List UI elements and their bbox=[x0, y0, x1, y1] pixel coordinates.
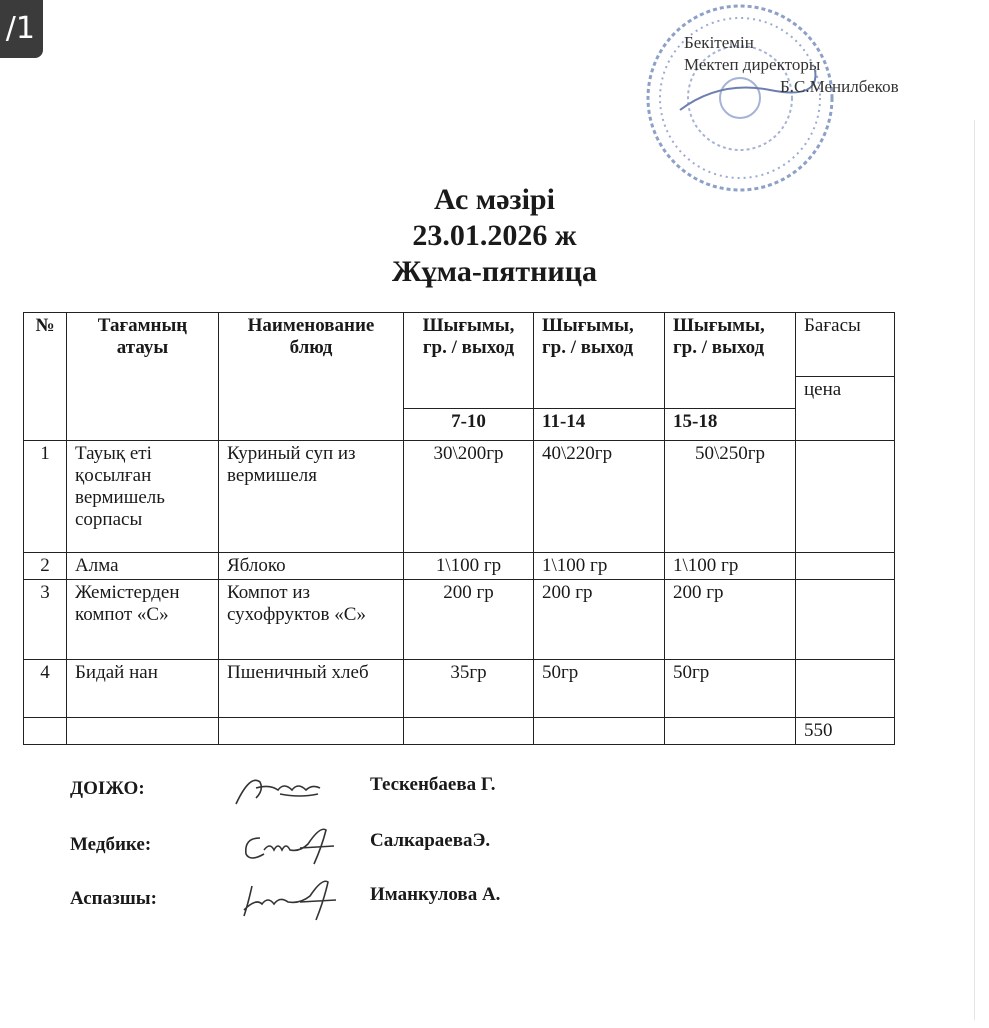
signature-role: Медбике: bbox=[70, 834, 152, 855]
header-output-3: Шығымы, гр. / выход bbox=[665, 313, 796, 409]
output-age-1: 30\200гр bbox=[404, 441, 534, 553]
header-output-1: Шығымы, гр. / выход bbox=[404, 313, 534, 409]
signature-name: Тескенбаева Г. bbox=[370, 774, 496, 795]
header-output-2: Шығымы, гр. / выход bbox=[534, 313, 665, 409]
header-price-kz: Бағасы bbox=[796, 313, 895, 377]
seal-stamp bbox=[640, 0, 840, 200]
empty-cell bbox=[24, 718, 67, 745]
row-number: 4 bbox=[24, 660, 67, 718]
output-age-3: 50\250гр bbox=[665, 441, 796, 553]
total-price: 550 bbox=[796, 718, 895, 745]
signature-role: Аспазшы: bbox=[70, 888, 157, 909]
output-age-2: 1\100 гр bbox=[534, 553, 665, 580]
dish-name-kz: Тауық еті қосылған вермишель сорпасы bbox=[67, 441, 219, 553]
handwritten-signature bbox=[230, 764, 370, 814]
dish-name-kz: Бидай нан bbox=[67, 660, 219, 718]
row-number: 1 bbox=[24, 441, 67, 553]
dish-name-kz: Жемістерден компот «С» bbox=[67, 580, 219, 660]
table-row bbox=[24, 580, 895, 660]
dish-price bbox=[796, 580, 895, 660]
row-number: 2 bbox=[24, 553, 67, 580]
dish-price bbox=[796, 553, 895, 580]
table-row bbox=[24, 660, 895, 718]
signature-row bbox=[70, 826, 670, 876]
empty-cell bbox=[665, 718, 796, 745]
title-block bbox=[0, 182, 989, 290]
table-row bbox=[24, 441, 895, 553]
output-age-3: 50гр bbox=[665, 660, 796, 718]
dish-name-ru: Яблоко bbox=[219, 553, 404, 580]
signature-name: Иманкулова А. bbox=[370, 884, 501, 905]
empty-cell bbox=[404, 718, 534, 745]
dish-name-ru: Компот из сухофруктов «С» bbox=[219, 580, 404, 660]
approval-line-2: Мектеп директоры bbox=[684, 55, 821, 74]
signature-role: ДОІЖО: bbox=[70, 778, 145, 799]
empty-cell bbox=[534, 718, 665, 745]
page-title: Ас мәзірі bbox=[434, 183, 555, 216]
handwritten-signature bbox=[230, 874, 370, 924]
empty-cell bbox=[219, 718, 404, 745]
header-age-1: 7-10 bbox=[404, 409, 534, 441]
approval-block bbox=[640, 0, 970, 200]
dish-name-ru: Куриный суп из вермишеля bbox=[219, 441, 404, 553]
header-number: № bbox=[24, 313, 67, 441]
dish-name-kz: Алма bbox=[67, 553, 219, 580]
signature-row bbox=[70, 770, 670, 820]
handwritten-signature bbox=[230, 820, 370, 870]
approval-line-1: Бекітемін bbox=[684, 33, 754, 52]
dish-price bbox=[796, 660, 895, 718]
output-age-3: 1\100 гр bbox=[665, 553, 796, 580]
output-age-1: 35гр bbox=[404, 660, 534, 718]
menu-date: 23.01.2026 ж bbox=[412, 219, 577, 252]
dish-price bbox=[796, 441, 895, 553]
header-price-ru: цена bbox=[796, 377, 895, 441]
dish-name-ru: Пшеничный хлеб bbox=[219, 660, 404, 718]
signature-row bbox=[70, 880, 670, 930]
output-age-2: 200 гр bbox=[534, 580, 665, 660]
output-age-1: 200 гр bbox=[404, 580, 534, 660]
row-number: 3 bbox=[24, 580, 67, 660]
page-counter: /1 bbox=[0, 0, 43, 58]
output-age-2: 50гр bbox=[534, 660, 665, 718]
total-row bbox=[24, 718, 895, 745]
menu-weekday: Жұма-пятница bbox=[392, 255, 597, 288]
signature-name: СалкараеваЭ. bbox=[370, 830, 491, 851]
header-name-ru: Наименование блюд bbox=[219, 313, 404, 441]
empty-cell bbox=[67, 718, 219, 745]
table-row bbox=[24, 553, 895, 580]
output-age-3: 200 гр bbox=[665, 580, 796, 660]
header-age-3: 15-18 bbox=[665, 409, 796, 441]
table-header-row bbox=[24, 313, 895, 377]
output-age-2: 40\220гр bbox=[534, 441, 665, 553]
header-name-kz: Тағамның атауы bbox=[67, 313, 219, 441]
header-age-2: 11-14 bbox=[534, 409, 665, 441]
output-age-1: 1\100 гр bbox=[404, 553, 534, 580]
page-edge-shadow bbox=[974, 120, 975, 1020]
menu-table bbox=[23, 312, 895, 745]
approval-line-3: Б.С.Менилбеков bbox=[780, 77, 899, 96]
